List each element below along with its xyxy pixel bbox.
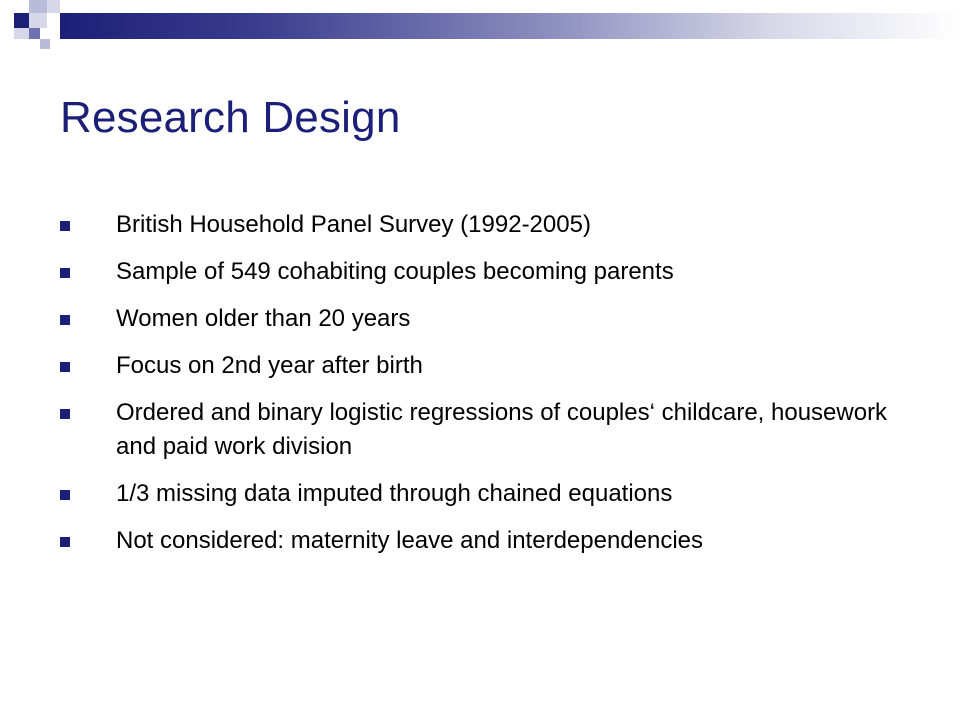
bullet-list: [60, 208, 920, 571]
list-item: [60, 208, 920, 242]
header-gradient-bar: [60, 13, 960, 39]
deco-square: [29, 0, 47, 13]
list-item: [60, 524, 920, 558]
list-item-text: Women older than 20 years: [116, 305, 411, 332]
list-item-text: Sample of 549 cohabiting couples becoming parents: [116, 258, 674, 285]
deco-square: [14, 28, 29, 39]
square-bullet-icon: [60, 221, 70, 231]
square-bullet-icon: [60, 537, 70, 547]
square-bullet-icon: [60, 268, 70, 278]
deco-square: [29, 28, 40, 39]
list-item: [60, 396, 920, 464]
list-item: [60, 477, 920, 511]
list-item-text: Not considered: maternity leave and interdependencies: [116, 527, 704, 554]
square-bullet-icon: [60, 315, 70, 325]
list-item-text: Ordered and binary logistic regressions of couples‘ childcare, housework and paid work division: [116, 399, 888, 460]
square-bullet-icon: [60, 362, 70, 372]
deco-square: [40, 39, 50, 49]
slide-title: Research Design: [60, 93, 401, 142]
deco-square: [29, 13, 47, 28]
square-bullet-icon: [60, 409, 70, 419]
list-item-text: Focus on 2nd year after birth: [116, 352, 423, 379]
square-bullet-icon: [60, 490, 70, 500]
deco-square: [14, 13, 29, 28]
deco-square: [47, 0, 60, 13]
list-item-text: 1/3 missing data imputed through chained equations: [116, 480, 673, 507]
list-item: [60, 349, 920, 383]
list-item: [60, 255, 920, 289]
list-item-text: British Household Panel Survey (1992-2005): [116, 211, 591, 238]
list-item: [60, 302, 920, 336]
